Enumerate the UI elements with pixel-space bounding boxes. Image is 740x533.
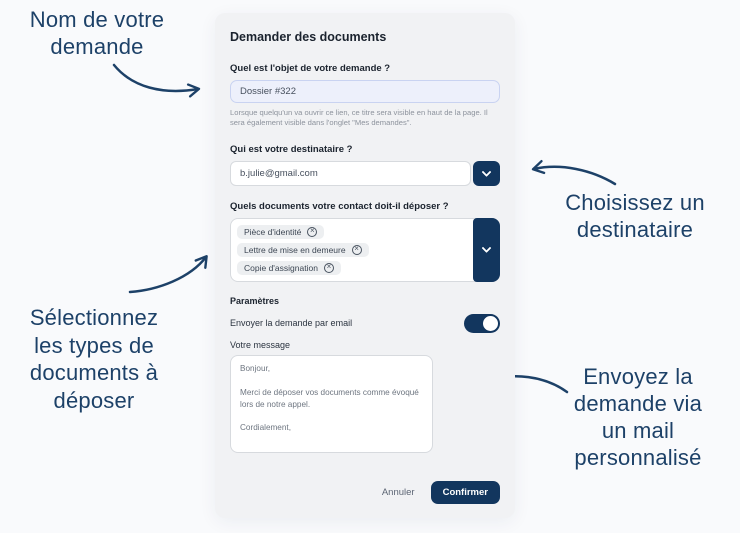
annotation-line: Sélectionnez	[29, 305, 159, 330]
email-toggle[interactable]	[464, 314, 500, 333]
modal-footer	[230, 481, 500, 504]
tag-label: Copie d'assignation	[244, 262, 318, 273]
annotation-line: les types de	[34, 332, 154, 358]
arrow-to-documents-icon	[130, 257, 206, 292]
chevron-down-icon	[482, 244, 492, 254]
annotation-line: Nom de votre	[29, 7, 165, 32]
tag-remove-icon[interactable]	[324, 263, 334, 273]
chevron-down-icon	[482, 167, 492, 177]
annotation-request-name	[8, 6, 186, 60]
annotation-line: déposer	[53, 387, 135, 413]
annotation-line: Choisissez un	[565, 190, 705, 215]
recipient-label: Qui est votre destinataire ?	[230, 143, 353, 155]
email-toggle-row	[230, 314, 500, 333]
subject-label: Quel est l'objet de votre demande ?	[230, 63, 391, 74]
document-tag	[237, 261, 341, 275]
annotation-line: demande	[50, 34, 144, 59]
documents-label: Quels documents votre contact doit-il déposer ?	[230, 200, 449, 212]
arrow-to-recipient-icon	[534, 167, 615, 184]
modal-title: Demander des documents	[230, 30, 387, 44]
annotation-line: Envoyez la	[583, 364, 693, 389]
annotation-line: personnalisé	[574, 445, 702, 470]
annotation-document-types	[4, 304, 184, 414]
subject-helper-text: Lorsque quelqu'un va ouvrir ce lien, ce titre sera visible en haut de la page. Il sera également visible dans l'onglet "Mes demandes".	[230, 108, 488, 128]
annotation-line: documents à	[29, 360, 159, 385]
tag-remove-icon[interactable]	[352, 245, 362, 255]
recipient-field	[230, 161, 500, 186]
request-documents-modal	[215, 13, 515, 518]
recipient-input[interactable]	[230, 161, 471, 186]
document-tag	[237, 225, 324, 239]
message-textarea[interactable]	[230, 355, 433, 453]
annotation-line: destinataire	[576, 217, 694, 242]
documents-multiselect[interactable]	[230, 218, 500, 282]
cancel-button[interactable]: Annuler	[381, 487, 415, 498]
tag-remove-icon[interactable]	[307, 227, 317, 237]
annotation-email	[542, 363, 734, 471]
tag-label: Pièce d'identité	[244, 226, 302, 237]
documents-dropdown-button[interactable]	[473, 218, 500, 282]
confirm-button[interactable]: Confirmer	[431, 481, 500, 504]
toggle-knob	[483, 316, 498, 331]
recipient-dropdown-button[interactable]	[473, 161, 500, 186]
tag-label: Lettre de mise en demeure	[244, 244, 346, 255]
annotation-line: demande via	[573, 391, 703, 416]
subject-input[interactable]	[230, 80, 500, 103]
annotation-recipient	[537, 189, 733, 243]
arrow-to-subject-icon	[114, 65, 198, 91]
annotation-line: un mail	[601, 418, 675, 443]
document-tag	[237, 243, 369, 257]
selected-document-tags	[237, 225, 467, 275]
message-label: Votre message	[230, 339, 291, 350]
settings-heading: Paramètres	[230, 295, 280, 306]
email-toggle-label: Envoyer la demande par email	[230, 318, 353, 329]
